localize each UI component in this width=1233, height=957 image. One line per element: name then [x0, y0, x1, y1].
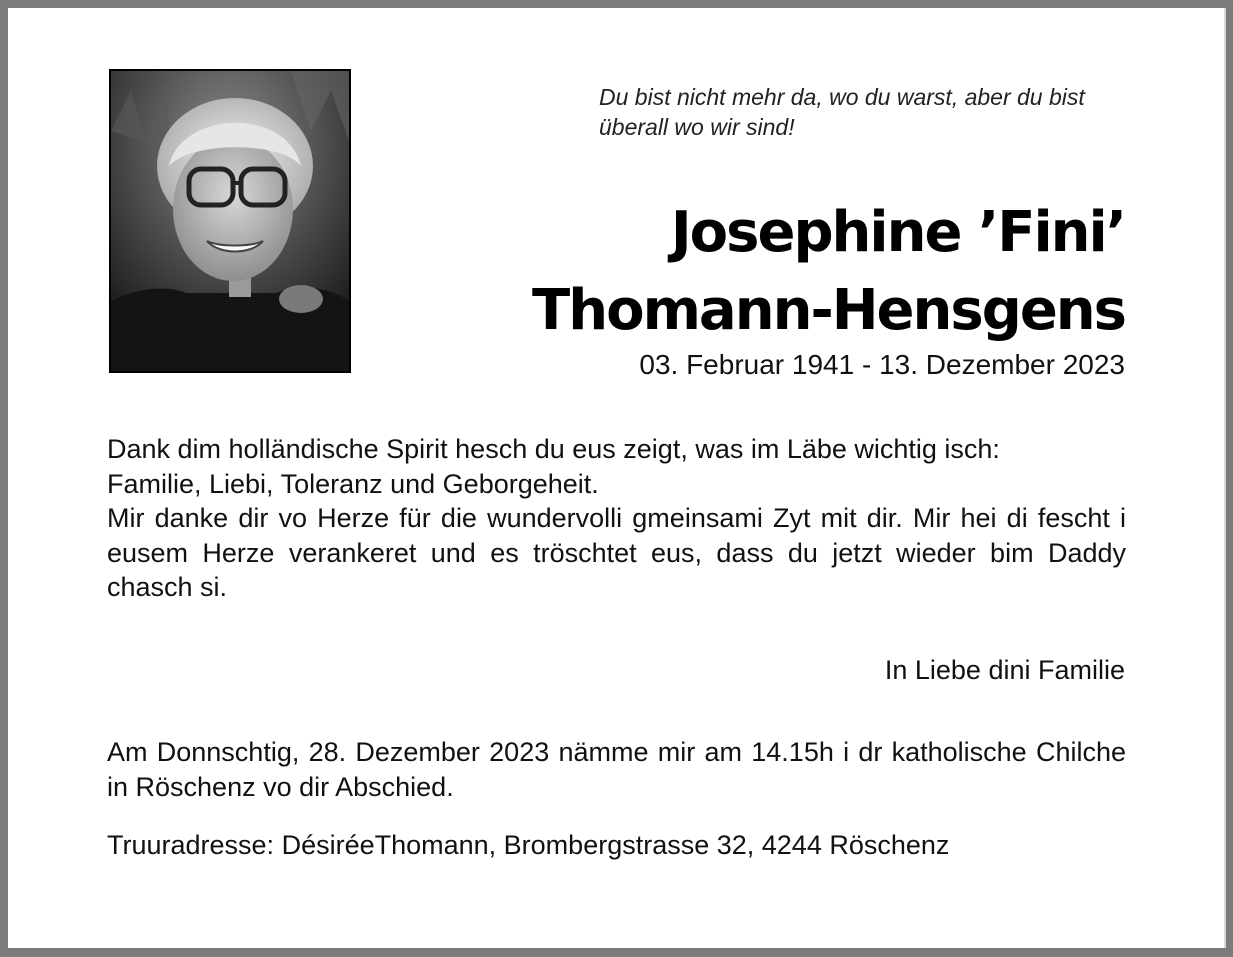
tribute-paragraph-2: Mir danke dir vo Herze für die wundervolli gmeinsami Zyt mit dir. Mir hei di fescht i eusem Herze verankeret und es tröschtet eus, dass du jetzt wieder bim Daddy chasch si.: [107, 503, 1126, 602]
quote-line-1: Du bist nicht mehr da, wo du warst, aber du bist: [599, 84, 1085, 110]
obituary-page: [8, 8, 1226, 948]
funeral-notice: Am Donnschtig, 28. Dezember 2023 nämme mir am 14.15h i dr katholische Chilche in Röschenz vo dir Abschied.: [107, 737, 1126, 802]
tribute-line-2: Familie, Liebi, Toleranz und Geborgeheit.: [107, 468, 599, 499]
family-signature: In Liebe dini Familie: [884, 655, 1125, 685]
mourning-address: Truuradresse: DésiréeThomann, Brombergstrasse 32, 4244 Röschenz: [107, 830, 950, 860]
name-line-1: Josephine ’Fini’: [670, 200, 1125, 265]
tribute-line-1: Dank dim holländische Spirit hesch du eus zeigt, was im Läbe wichtig isch:: [107, 434, 1000, 464]
quote-line-2: überall wo wir sind!: [599, 114, 795, 140]
portrait-image: [111, 71, 349, 371]
portrait-photo: [109, 69, 351, 373]
deceased-name: [532, 194, 1125, 350]
memorial-quote: [599, 82, 1139, 142]
life-dates: 03. Februar 1941 - 13. Dezember 2023: [639, 349, 1125, 380]
tribute-text: [107, 432, 1126, 605]
name-line-2: Thomann-Hensgens: [532, 278, 1125, 343]
